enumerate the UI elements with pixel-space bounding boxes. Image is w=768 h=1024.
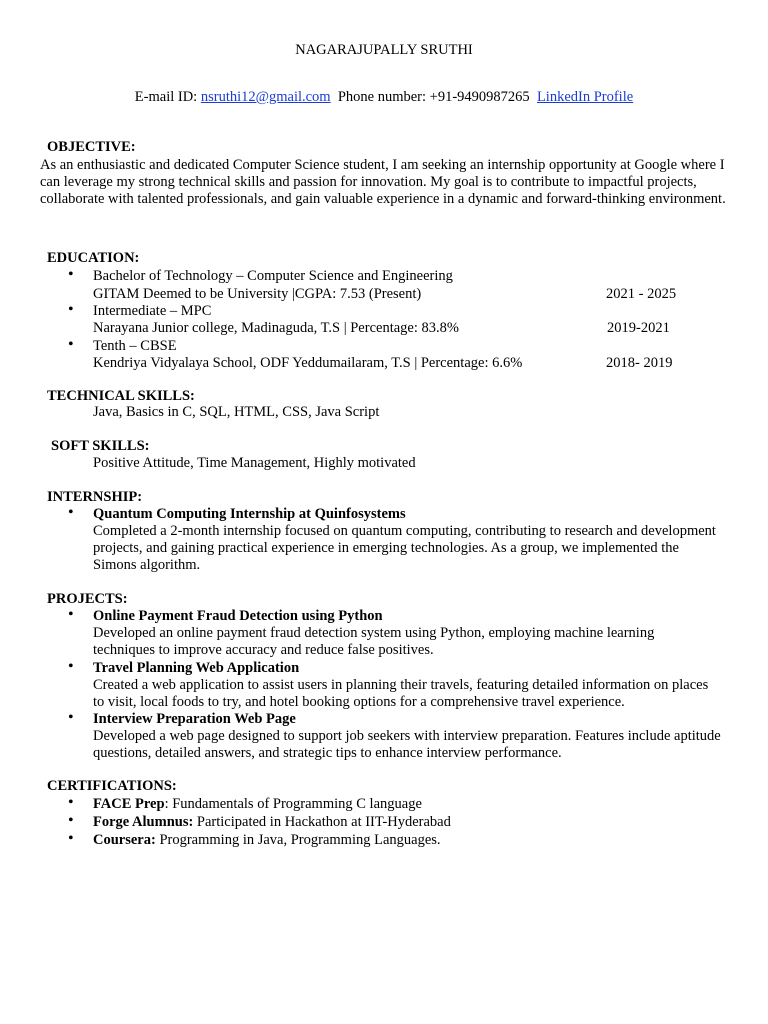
certification-label: Coursera: [93, 832, 156, 848]
education-title: Bachelor of Technology – Computer Science and Engineering [93, 268, 453, 284]
bullet-icon: • [68, 794, 74, 811]
email-label: E-mail ID: [134, 89, 198, 105]
project-title: Online Payment Fraud Detection using Python [93, 608, 383, 624]
bullet-icon: • [68, 301, 74, 318]
education-heading: EDUCATION: [47, 250, 140, 266]
bullet-icon: • [68, 266, 74, 283]
bullet-icon: • [68, 504, 74, 521]
bullet-icon: • [68, 606, 74, 623]
project-text: Developed an online payment fraud detection system using Python, employing machine learning techniques to improve accuracy and reduce false positives. [93, 625, 655, 658]
email-link[interactable]: nsruthi12@gmail.com [200, 89, 331, 105]
projects-heading: PROJECTS: [47, 591, 128, 607]
education-detail: GITAM Deemed to be University |CGPA: 7.53 (Present) [93, 286, 422, 302]
certification-item [93, 814, 451, 831]
objective-heading: OBJECTIVE: [47, 139, 136, 155]
education-years: 2019-2021 [607, 320, 670, 336]
bullet-icon: • [68, 709, 74, 726]
candidate-name: NAGARAJUPALLY SRUTHI [295, 42, 473, 58]
certification-label: Forge Alumnus: [93, 814, 194, 830]
project-text: Developed a web page designed to support job seekers with interview preparation. Features include aptitude questions, detailed answers, and strategic tips to enhance interview performance. [93, 728, 721, 761]
soft-skills-heading: SOFT SKILLS: [51, 438, 150, 454]
certification-item [93, 796, 422, 813]
contact-line [0, 89, 768, 106]
certifications-heading: CERTIFICATIONS: [47, 778, 177, 794]
certification-label: FACE Prep [93, 796, 165, 812]
linkedin-link[interactable]: LinkedIn Profile [536, 89, 634, 105]
project-title: Travel Planning Web Application [93, 660, 300, 676]
education-detail: Narayana Junior college, Madinaguda, T.S | Percentage: 83.8% [93, 320, 459, 336]
soft-skills-text: Positive Attitude, Time Management, Highly motivated [93, 455, 416, 471]
education-detail: Kendriya Vidyalaya School, ODF Yeddumailaram, T.S | Percentage: 6.6% [93, 355, 523, 371]
certification-item [93, 832, 441, 849]
project-text: Created a web application to assist users in planning their travels, featuring detailed information on places to visit, local foods to try, and hotel booking options for a comprehensive travel experience. [93, 677, 709, 710]
project-title: Interview Preparation Web Page [93, 711, 296, 727]
certification-text: Participated in Hackathon at IIT-Hyderabad [193, 814, 451, 830]
bullet-icon: • [68, 830, 74, 847]
internship-title: Quantum Computing Internship at Quinfosystems [93, 506, 406, 522]
internship-heading: INTERNSHIP: [47, 489, 143, 505]
internship-text: Completed a 2-month internship focused on quantum computing, contributing to research and development projects, and gaining practical experience in emerging technologies. As a group, we implemented the Simons algorithm. [93, 523, 716, 573]
education-title: Tenth – CBSE [93, 338, 177, 354]
education-years: 2021 - 2025 [606, 286, 677, 302]
bullet-icon: • [68, 658, 74, 675]
certification-text: Programming in Java, Programming Languages. [155, 832, 441, 848]
objective-text: As an enthusiastic and dedicated Computer Science student, I am seeking an internship opportunity at Google where I can leverage my strong technical skills and passion for innovation. My goal is to contribute to impactful projects, collaborate with talented professionals, and gain valuable experience in a dynamic and forward-thinking environment. [40, 157, 726, 207]
phone-number: +91-9490987265 [429, 89, 530, 105]
technical-skills-text: Java, Basics in C, SQL, HTML, CSS, Java Script [93, 404, 380, 420]
certification-sep: : [164, 796, 169, 812]
education-title: Intermediate – MPC [93, 303, 212, 319]
phone-label: Phone number: [337, 89, 427, 105]
bullet-icon: • [68, 812, 74, 829]
bullet-icon: • [68, 336, 74, 353]
certification-text: Fundamentals of Programming C language [168, 796, 422, 812]
technical-skills-heading: TECHNICAL SKILLS: [47, 388, 195, 404]
education-years: 2018- 2019 [606, 355, 673, 371]
